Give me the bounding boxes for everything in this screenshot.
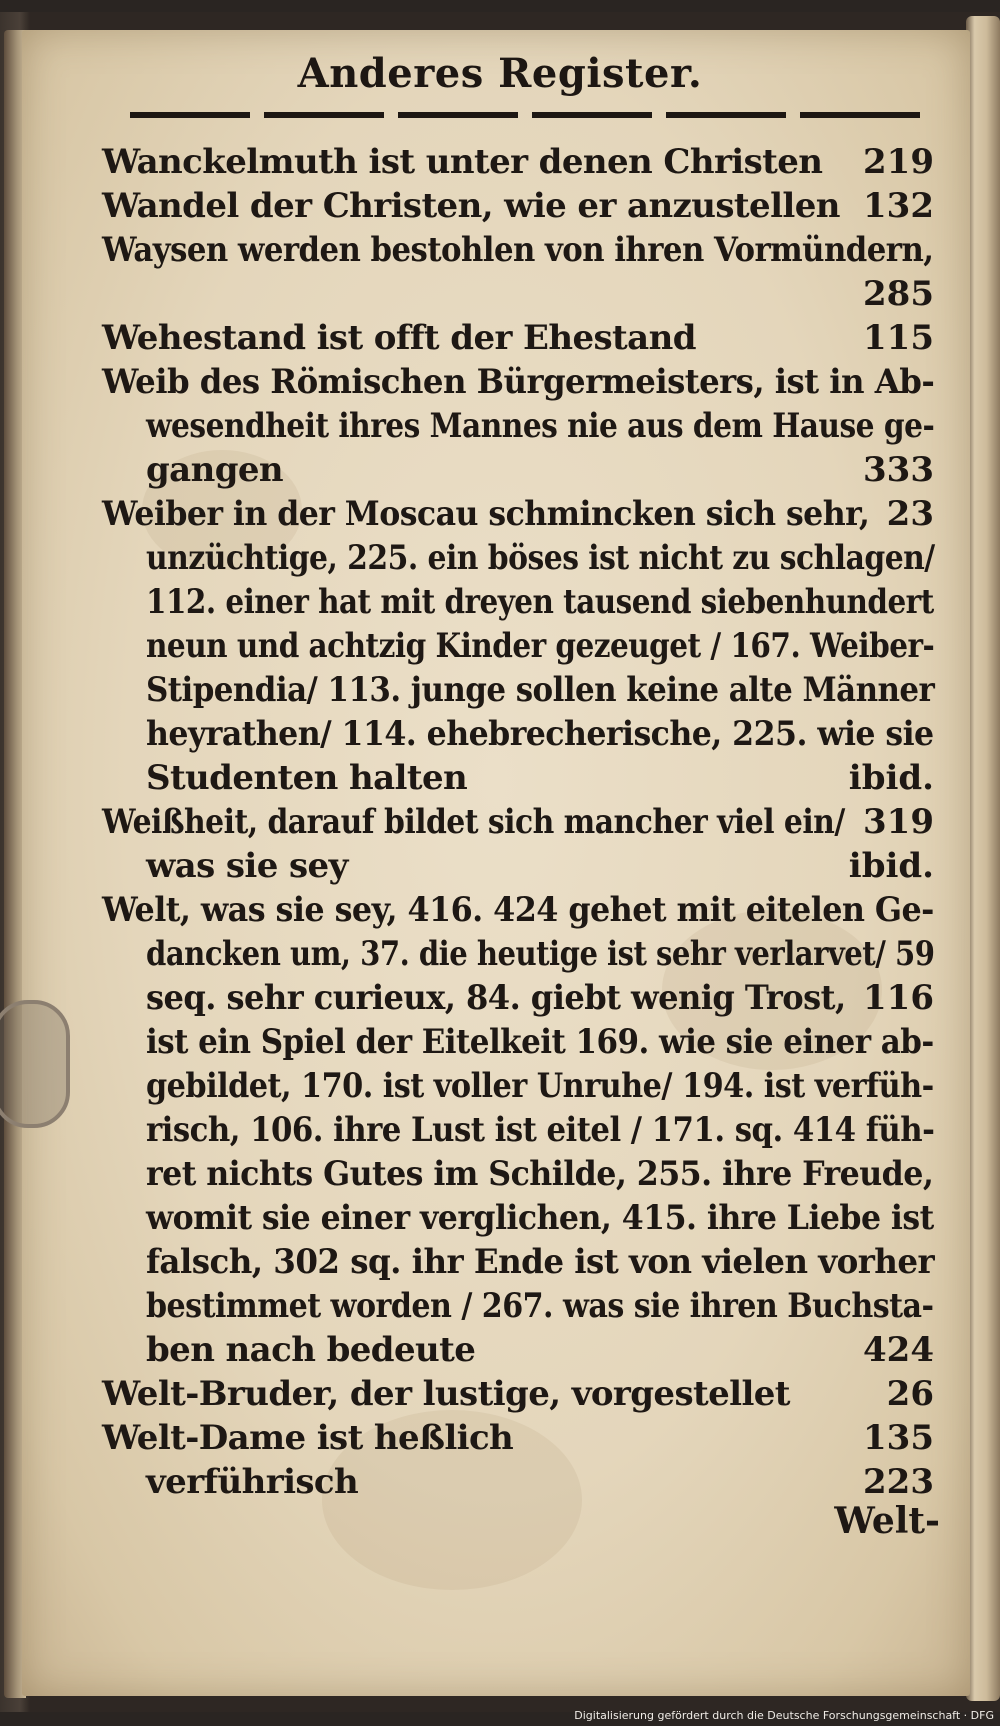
index-line-text: falsch, 302 sq. ihr Ende ist von vielen vorher <box>146 1242 935 1282</box>
index-line-text: neun und achtzig Kinder gezeuget / 167. Weiber- <box>146 626 935 666</box>
index-line-text: unzüchtige, 225. ein böses ist nicht zu schlagen/ <box>146 538 935 578</box>
index-line-text: seq. sehr curieux, 84. giebt wenig Trost, <box>146 978 846 1018</box>
digitization-credit: Digitalisierung gefördert durch die Deutsche Forschungsgemeinschaft · DFG <box>574 1709 994 1722</box>
index-line <box>102 624 934 668</box>
index-line <box>102 976 934 1020</box>
index-line <box>102 184 934 228</box>
index-line-text: Wehestand ist offt der Ehestand <box>102 318 696 358</box>
index-line-page: 135 <box>863 1418 934 1458</box>
index-line-page: 333 <box>863 450 934 490</box>
index-line-text: Wandel der Christen, wie er anzustellen <box>102 186 840 226</box>
index-line-page: 115 <box>863 318 934 358</box>
index-line-text: heyrathen/ 114. ehebrecherische, 225. wie sie <box>146 714 934 754</box>
index-line <box>102 492 934 536</box>
index-line-page: ibid. <box>848 846 934 886</box>
index-line <box>102 404 934 448</box>
running-head: Anderes Register. <box>297 50 703 97</box>
index-line-text: Waysen werden bestohlen von ihren Vormündern, <box>102 230 934 270</box>
index-line <box>102 1108 934 1152</box>
index-line <box>102 668 934 712</box>
index-line-text: 112. einer hat mit dreyen tausend siebenhundert <box>146 582 934 622</box>
index-line <box>102 1460 934 1504</box>
index-line-text: risch, 106. ihre Lust ist eitel / 171. sq. 414 füh- <box>146 1110 935 1150</box>
index-line-text: ben nach bedeute <box>146 1330 476 1370</box>
index-entries <box>102 140 934 1504</box>
index-line <box>102 1064 934 1108</box>
index-line-page: 132 <box>863 186 934 226</box>
index-line-text: verführisch <box>146 1462 359 1502</box>
index-line-page: 26 <box>886 1374 934 1414</box>
index-line-text: gebildet, 170. ist voller Unruhe/ 194. ist verfüh- <box>146 1066 934 1106</box>
index-line <box>102 448 934 492</box>
index-line-page: 319 <box>863 802 934 842</box>
index-line <box>102 1416 934 1460</box>
index-line <box>102 756 934 800</box>
index-line-text: Stipendia/ 113. junge sollen keine alte Männer <box>146 670 935 710</box>
index-line-text: Welt-Bruder, der lustige, vorgestellet <box>102 1374 790 1414</box>
index-line-text: Welt-Dame ist heßlich <box>102 1418 514 1458</box>
index-line <box>102 888 934 932</box>
index-line <box>102 1240 934 1284</box>
index-line-text: Weiber in der Moscau schmincken sich sehr, <box>102 494 870 534</box>
index-line-page: 285 <box>863 274 934 314</box>
index-line-page: 116 <box>863 978 934 1018</box>
index-line-text: ist ein Spiel der Eitelkeit 169. wie sie einer ab- <box>146 1022 934 1062</box>
index-line-text: Welt, was sie sey, 416. 424 gehet mit eitelen Ge- <box>102 890 934 930</box>
index-line <box>102 844 934 888</box>
index-line-text: Weib des Römischen Bürgermeisters, ist in Ab- <box>102 362 935 402</box>
index-line-page: 223 <box>863 1462 934 1502</box>
index-line-page: ibid. <box>848 758 934 798</box>
index-line-text: wesendheit ihres Mannes nie aus dem Hause ge- <box>146 406 935 446</box>
index-line-text: ret nichts Gutes im Schilde, 255. ihre Freude, <box>146 1154 934 1194</box>
index-line-text: Studenten halten <box>146 758 468 798</box>
header-rule <box>130 112 920 118</box>
index-line <box>102 712 934 756</box>
index-line-text: was sie sey <box>146 846 348 886</box>
index-line-text: Wanckelmuth ist unter denen Christen <box>102 142 823 182</box>
index-line <box>102 1284 934 1328</box>
facing-page-edge <box>966 16 1000 1701</box>
index-line <box>102 580 934 624</box>
index-line-text: dancken um, 37. die heutige ist sehr verlarvet/ 59 <box>146 934 935 974</box>
index-line <box>102 536 934 580</box>
index-line <box>102 800 934 844</box>
index-line-page: 23 <box>886 494 934 534</box>
index-line-text: bestimmet worden / 267. was sie ihren Buchsta- <box>146 1286 934 1326</box>
index-line <box>102 140 934 184</box>
index-line-text: gangen <box>146 450 284 490</box>
catchword: Welt- <box>834 1500 940 1542</box>
index-line <box>102 1328 934 1372</box>
index-line <box>102 932 934 976</box>
index-line <box>102 228 934 272</box>
index-line <box>102 1196 934 1240</box>
index-line <box>102 1372 934 1416</box>
index-line <box>102 316 934 360</box>
index-line-page: 424 <box>863 1330 934 1370</box>
index-line <box>102 1152 934 1196</box>
index-line-page: 219 <box>863 142 934 182</box>
index-line <box>102 360 934 404</box>
index-line-text: Weißheit, darauf bildet sich mancher viel ein/ <box>102 802 845 842</box>
book-clasp <box>0 1000 70 1128</box>
index-line-text: womit sie einer verglichen, 415. ihre Liebe ist <box>146 1198 934 1238</box>
index-line <box>102 1020 934 1064</box>
index-line <box>102 272 934 316</box>
